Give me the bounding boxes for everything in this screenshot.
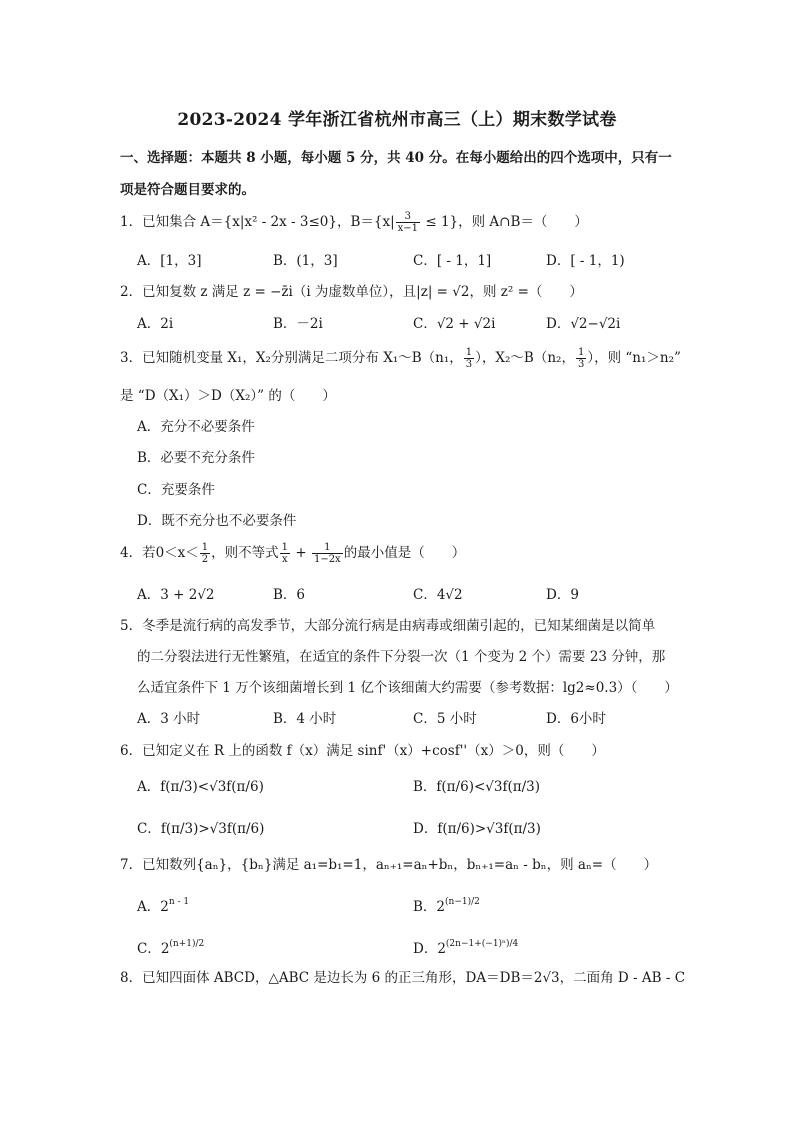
section-heading-line2: 项是符合题目要求的。 xyxy=(120,182,255,198)
q3-option-a: A．充分不必要条件 xyxy=(137,419,255,435)
question-4-stem: 4．若0＜x＜ $\frac{1}{2}$ ，则不等式 $\frac{1}{x}$ + $\frac{1}{1-2x}$ 的最小值是（ ） xyxy=(120,542,466,565)
question-5-stem-line1: 5．冬季是流行病的高发季节，大部分流行病是由病毒或细菌引起的，已知某细菌是以简单 xyxy=(120,618,656,634)
question-5-stem-line2: 的二分裂法进行无性繁殖，在适宜的条件下分裂一次（1 个变为 2 个）需要 23 分钟，那 xyxy=(137,649,666,665)
q3-option-c: C．充要条件 xyxy=(137,482,215,498)
question-3-stem: 3．已知随机变量 X₁，X₂分别满足二项分布 X₁～B（n₁， $\frac{1}{3}$ ），X₂～B（n₂， $\frac{1}{3}$ ），则 “n₁＞n₂” xyxy=(120,347,681,370)
q1-option-d: D．[ - 1，1) xyxy=(546,253,625,269)
fraction: $\frac{1}{x}$ xyxy=(281,542,289,565)
q1-option-a: A．[1，3] xyxy=(137,253,202,269)
q5-option-b: B．4 小时 xyxy=(273,711,337,727)
fraction: $\frac{1}{3}$ xyxy=(577,347,585,370)
q6-option-b: B．f(π/6)<√3f(π/3) xyxy=(413,779,541,795)
q5-option-a: A．3 小时 xyxy=(137,711,201,727)
q6-option-c: C．f(π/3)>√3f(π/6) xyxy=(137,821,265,837)
q4-option-d: D．9 xyxy=(546,587,579,603)
question-3-stem-line2: 是 “D（X₁）＞D（X₂）” 的（ ） xyxy=(120,388,336,404)
page-title: 2023-2024 学年浙江省杭州市高三（上）期末数学试卷 xyxy=(177,110,617,130)
fraction: $\frac{1}{2}$ xyxy=(201,542,209,565)
question-6-stem: 6．已知定义在 R 上的函数 f（x）满足 sinf'（x）+cosf''（x）＞0，则（ ） xyxy=(120,743,605,759)
q3-option-b: B．必要不充分条件 xyxy=(137,450,255,466)
q5-option-d: D．6小时 xyxy=(546,711,606,727)
q7-option-d: D．$2^{(2n-1+(-1)^n)/4}$ xyxy=(413,939,519,957)
q4-option-c: C．4√2 xyxy=(413,587,463,603)
q4-option-b: B．6 xyxy=(273,587,306,603)
q2-option-c: C．√2 + √2i xyxy=(413,316,496,332)
q1-option-c: C．[ - 1，1] xyxy=(413,253,492,269)
q1-option-b: B．(1，3] xyxy=(273,253,338,269)
q7-option-c: C．$2^{(n+1)/2}$ xyxy=(137,939,205,957)
q4-option-a: A．3 + 2√2 xyxy=(137,587,215,603)
q2-option-a: A．2i xyxy=(137,316,174,332)
section-heading-line1: 一、选择题：本题共 8 小题，每小题 5 分，共 40 分。在每小题给出的四个选项中，只有一 xyxy=(120,150,672,166)
question-1-stem: 1．已知集合 A＝{x|x² - 2x - 3≤0}，B＝{x| $\frac{3}{x-1}$ ≤ 1}，则 A∩B＝（ ） xyxy=(120,211,588,234)
q7-option-b: B．$2^{(n-1)/2}$ xyxy=(413,897,480,915)
q7-option-a: A．2$^{n - 1}$ xyxy=(137,897,190,915)
fraction: $\frac{1}{1-2x}$ xyxy=(313,542,341,565)
question-8-stem: 8．已知四面体 ABCD，△ABC 是边长为 6 的正三角形，DA＝DB＝2√3，二面角 D - AB - C xyxy=(120,970,686,986)
q2-option-d: D．√2−√2i xyxy=(546,316,621,332)
q6-option-a: A．f(π/3)<√3f(π/6) xyxy=(137,779,264,795)
q6-option-d: D．f(π/6)>√3f(π/3) xyxy=(413,821,541,837)
question-2-stem: 2．已知复数 z 满足 z = −z̄i（i 为虚数单位），且|z| = √2，则 z² =（ ） xyxy=(120,284,583,300)
fraction: $\frac{3}{x-1}$ xyxy=(397,211,419,234)
question-5-stem-line3: 么适宜条件下 1 万个该细菌增长到 1 亿个该细菌大约需要（参考数据：lg2≈0.3）（ ） xyxy=(137,680,678,696)
q3-option-d: D．既不充分也不必要条件 xyxy=(137,513,297,529)
q2-option-b: B．－2i xyxy=(273,316,323,332)
question-7-stem: 7．已知数列{aₙ}，{bₙ}满足 a₁=b₁=1，aₙ₊₁=aₙ+bₙ，bₙ₊₁=aₙ - bₙ，则 aₙ=（ ） xyxy=(120,857,658,873)
q5-option-c: C．5 小时 xyxy=(413,711,477,727)
fraction: $\frac{1}{3}$ xyxy=(465,347,473,370)
